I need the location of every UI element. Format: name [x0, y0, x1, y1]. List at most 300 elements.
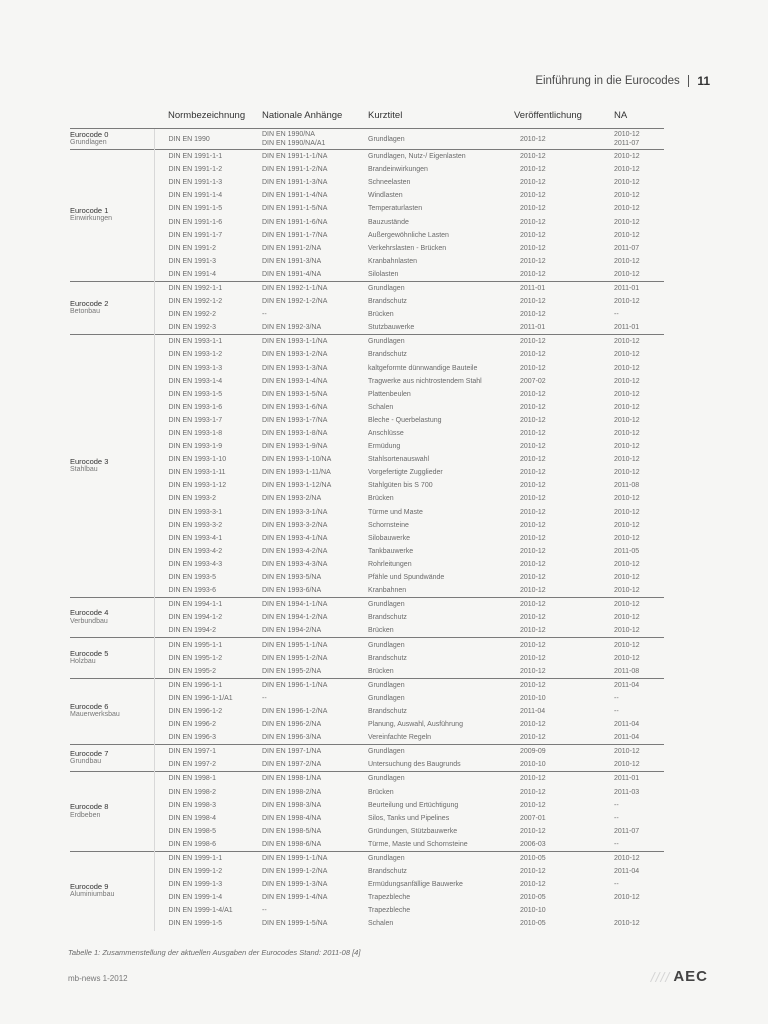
- nationaler-anhang-cell: DIN EN 1995-1-1/NA: [258, 638, 364, 652]
- table-row: [70, 584, 664, 598]
- eurocode-group-label: [70, 598, 154, 638]
- veroeffentlichung-cell: 2010-12: [520, 179, 546, 187]
- kurztitel-cell: Planung, Auswahl, Ausführung: [368, 721, 463, 729]
- veroeffentlichung-cell: 2010-12: [520, 788, 546, 796]
- nationaler-anhang-cell: DIN EN 1993-1-1/NA: [258, 335, 364, 349]
- normbezeichnung-cell: DIN EN 1991-3: [168, 257, 216, 265]
- na-date-cell: 2010-12: [614, 456, 640, 464]
- table-body: [70, 129, 664, 931]
- veroeffentlichung-cell: 2010-12: [514, 638, 606, 652]
- nationaler-anhang-cell: DIN EN 1999-1-1/NA: [258, 851, 364, 865]
- table-row: [70, 624, 664, 638]
- veroeffentlichung-cell: 2010-12: [520, 508, 546, 516]
- table-row: [70, 150, 664, 164]
- nationaler-anhang-cell: DIN EN 1996-1-2/NA: [262, 707, 328, 715]
- kurztitel-cell: Tragwerke aus nichtrostendem Stahl: [368, 377, 482, 385]
- veroeffentlichung-cell: 2010-12: [520, 456, 546, 464]
- table-row: [70, 545, 664, 558]
- veroeffentlichung-cell: 2010-12: [514, 598, 606, 612]
- na-date-cell: 2010-12: [614, 351, 640, 359]
- veroeffentlichung-cell: 2010-05: [520, 920, 546, 928]
- veroeffentlichung-cell: 2010-12: [520, 192, 546, 200]
- table-row: [70, 129, 664, 150]
- normbezeichnung-cell: DIN EN 1996-1-2: [168, 707, 223, 715]
- na-date-cell: 2010-12: [614, 416, 640, 424]
- table-row: [70, 917, 664, 930]
- normbezeichnung-cell: DIN EN 1993-2: [168, 495, 216, 503]
- header-separator: [688, 75, 690, 87]
- table-row: [70, 479, 664, 492]
- kurztitel-cell: Trapezbleche: [368, 894, 411, 902]
- kurztitel-cell: Verkehrslasten - Brücken: [368, 244, 447, 252]
- normbezeichnung-cell: DIN EN 1995-1-2: [168, 654, 223, 662]
- table-row: [70, 506, 664, 519]
- normbezeichnung-cell: DIN EN 1999-1-2: [168, 868, 223, 876]
- nationaler-anhang-cell: DIN EN 1993-4-3/NA: [262, 560, 328, 568]
- veroeffentlichung-cell: 2010-12: [520, 587, 546, 595]
- kurztitel-cell: Brücken: [368, 311, 394, 319]
- normbezeichnung-cell: DIN EN 1993-1-1: [154, 335, 258, 349]
- veroeffentlichung-cell: 2010-12: [520, 560, 546, 568]
- normbezeichnung-cell: DIN EN 1991-1-1: [154, 150, 258, 164]
- na-date-cell: 2010-12: [614, 364, 640, 372]
- kurztitel-cell: Brandschutz: [368, 707, 407, 715]
- eurocode-name: Eurocode 5: [70, 648, 109, 658]
- table-row: [70, 348, 664, 361]
- na-date-cell: [606, 904, 664, 917]
- table-row: [70, 772, 664, 786]
- normbezeichnung-cell: DIN EN 1993-4-3: [168, 560, 223, 568]
- na-date-cell: 2010-12: [614, 390, 640, 398]
- table-row: [70, 731, 664, 745]
- table-row: [70, 838, 664, 852]
- na-date-cell: 2010-12: [614, 920, 640, 928]
- eurocode-group-label: [70, 772, 154, 852]
- nationaler-anhang-cell: DIN EN 1996-1-1/NA: [258, 678, 364, 692]
- nationaler-anhang-cell: DIN EN 1993-6/NA: [262, 587, 322, 595]
- eurocode-table: [70, 108, 664, 931]
- na-date-cell: 2010-12: [606, 335, 664, 349]
- eurocode-group-label: [70, 150, 154, 282]
- table-row: [70, 453, 664, 466]
- table-row: [70, 745, 664, 759]
- kurztitel-cell: Silobauwerke: [368, 534, 411, 542]
- kurztitel-cell: Brandschutz: [368, 654, 407, 662]
- kurztitel-cell: Vorgefertigte Zugglieder: [368, 469, 443, 477]
- eurocode-name: Eurocode 9: [70, 881, 109, 891]
- col-header-veroeffentlichung: Veröffentlichung: [514, 108, 606, 129]
- na-date-cell: 2010-12: [614, 761, 640, 769]
- table-row: [70, 878, 664, 891]
- nationaler-anhang-cell: DIN EN 1996-2/NA: [262, 721, 322, 729]
- veroeffentlichung-cell: 2010-12: [520, 218, 546, 226]
- veroeffentlichung-cell: 2006-03: [520, 840, 546, 848]
- table-row: [70, 163, 664, 176]
- footer-stripes: ////: [650, 968, 671, 985]
- kurztitel-cell: Kranbahnen: [368, 587, 407, 595]
- na-date-cell: 2011-01: [614, 324, 640, 332]
- table-row: [70, 678, 664, 692]
- kurztitel-cell: Brücken: [368, 627, 394, 635]
- kurztitel-cell: Grundlagen: [364, 281, 514, 295]
- table-row: [70, 295, 664, 308]
- nationaler-anhang-cell: DIN EN 1992-1-1/NA: [258, 281, 364, 295]
- veroeffentlichung-cell: 2010-12: [520, 574, 546, 582]
- eurocode-group-label: [70, 638, 154, 678]
- header-title: Einführung in die Eurocodes: [535, 75, 680, 87]
- table-row: [70, 904, 664, 917]
- nationaler-anhang-cell: DIN EN 1993-4-1/NA: [262, 534, 328, 542]
- nationaler-anhang-cell: DIN EN 1991-1-4/NA: [262, 192, 328, 200]
- kurztitel-cell: Brücken: [368, 495, 394, 503]
- veroeffentlichung-cell: 2010-12: [520, 351, 546, 359]
- kurztitel-cell: Temperaturlasten: [368, 205, 423, 213]
- normbezeichnung-cell: DIN EN 1998-4: [168, 814, 216, 822]
- nationaler-anhang-cell: DIN EN 1998-5/NA: [262, 827, 322, 835]
- na-date-cell: --: [614, 840, 619, 848]
- table-row: [70, 281, 664, 295]
- normbezeichnung-cell: DIN EN 1993-4-2: [168, 547, 223, 555]
- na-date-cell: 2010-12: [614, 894, 640, 902]
- normbezeichnung-cell: DIN EN 1997-1: [154, 745, 258, 759]
- normbezeichnung-cell: DIN EN 1999-1-4/A1: [168, 907, 233, 915]
- kurztitel-cell: Stutzbauwerke: [368, 324, 415, 332]
- na-date-cell: --: [614, 707, 619, 715]
- kurztitel-cell: Tankbauwerke: [368, 547, 414, 555]
- veroeffentlichung-cell: 2010-12: [520, 868, 546, 876]
- kurztitel-cell: Grundlagen, Nutz-/ Eigenlasten: [364, 150, 514, 164]
- veroeffentlichung-cell: 2007-01: [520, 814, 546, 822]
- kurztitel-cell: Plattenbeulen: [368, 390, 411, 398]
- normbezeichnung-cell: DIN EN 1991-1-7: [168, 231, 223, 239]
- footer-publication: mb-news 1-2012: [68, 974, 128, 983]
- aec-logo: AEC: [673, 968, 708, 985]
- veroeffentlichung-cell: 2010-12: [520, 231, 546, 239]
- table-row: [70, 427, 664, 440]
- table-row: [70, 321, 664, 335]
- table-row: [70, 891, 664, 904]
- nationaler-anhang-cell: DIN EN 1993-5/NA: [262, 574, 322, 582]
- kurztitel-cell: Silos, Tanks und Pipelines: [368, 814, 450, 822]
- table-row: [70, 176, 664, 189]
- kurztitel-cell: Grundlagen: [364, 638, 514, 652]
- na-date-cell: --: [614, 801, 619, 809]
- page-header: [535, 74, 710, 88]
- table-row: [70, 532, 664, 545]
- eurocode-subject: Stahlbau: [70, 466, 98, 474]
- na-date-cell: 2010-12: [614, 627, 640, 635]
- eurocode-group-label: [70, 129, 154, 150]
- na-date-cell: 2010-12: [614, 205, 640, 213]
- na-date-cell: 2010-12: [614, 560, 640, 568]
- table-row: [70, 388, 664, 401]
- eurocode-subject: Aluminiumbau: [70, 891, 115, 899]
- normbezeichnung-cell: DIN EN 1993-1-11: [168, 469, 226, 477]
- veroeffentlichung-cell: 2010-12: [520, 654, 546, 662]
- table-row: [70, 375, 664, 388]
- col-header-kurztitel: Kurztitel: [364, 108, 514, 129]
- veroeffentlichung-cell: 2010-12: [520, 881, 546, 889]
- kurztitel-cell: Pfähle und Spundwände: [368, 574, 445, 582]
- nationaler-anhang-cell: DIN EN 1995-1-2/NA: [262, 654, 328, 662]
- table-row: [70, 758, 664, 772]
- na-date-cell: 2011-01: [606, 281, 664, 295]
- table-row: [70, 229, 664, 242]
- eurocode-subject: Grundlagen: [70, 139, 107, 146]
- kurztitel-cell: Brücken: [368, 667, 394, 675]
- normbezeichnung-cell: DIN EN 1993-3-1: [168, 508, 223, 516]
- veroeffentlichung-cell: 2010-12: [520, 614, 546, 622]
- kurztitel-cell: Trapezbleche: [368, 907, 411, 915]
- na-date-cell: 2010-12: [606, 851, 664, 865]
- normbezeichnung-cell: DIN EN 1998-1: [154, 772, 258, 786]
- veroeffentlichung-cell: 2010-12: [520, 311, 546, 319]
- table-row: [70, 362, 664, 375]
- nationaler-anhang-cell: DIN EN 1991-4/NA: [262, 270, 322, 278]
- col-header-normbezeichnung: Normbezeichnung: [154, 108, 258, 129]
- nationaler-anhang-cell: DIN EN 1993-2/NA: [262, 495, 322, 503]
- nationaler-anhang-cell: DIN EN 1993-1-3/NA: [262, 364, 328, 372]
- veroeffentlichung-cell: 2010-12: [520, 667, 546, 675]
- na-date-cell: 2011-07: [614, 244, 640, 252]
- veroeffentlichung-cell: 2010-12: [520, 166, 546, 174]
- normbezeichnung-cell: DIN EN 1999-1-1: [154, 851, 258, 865]
- nationaler-anhang-cell: DIN EN 1993-1-11/NA: [262, 469, 331, 477]
- veroeffentlichung-cell: 2010-12: [520, 270, 546, 278]
- kurztitel-cell: Grundlagen: [364, 129, 514, 150]
- normbezeichnung-cell: DIN EN 1993-1-7: [168, 416, 223, 424]
- na-date-cell: 2010-12: [614, 298, 640, 306]
- kurztitel-cell: Schornsteine: [368, 521, 409, 529]
- col-header-na: NA: [606, 108, 664, 129]
- kurztitel-cell: Vereinfachte Regeln: [368, 734, 432, 742]
- kurztitel-cell: Türme und Maste: [368, 508, 423, 516]
- veroeffentlichung-cell: 2010-12: [520, 430, 546, 438]
- table-row: [70, 598, 664, 612]
- kurztitel-cell: Kranbahnlasten: [368, 257, 418, 265]
- kurztitel-cell: Stahlgüten bis S 700: [368, 482, 433, 490]
- na-date-cell: --: [614, 694, 619, 702]
- veroeffentlichung-cell: 2010-12: [520, 205, 546, 213]
- na-date-cell: 2010-12: [614, 495, 640, 503]
- nationaler-anhang-cell: DIN EN 1993-1-2/NA: [262, 351, 328, 359]
- na-date-cell: 2011-08: [614, 482, 640, 490]
- kurztitel-cell: Bleche - Querbelastung: [368, 416, 442, 424]
- table-row: [70, 705, 664, 718]
- na-date-cell: 2010-12: [614, 469, 640, 477]
- veroeffentlichung-cell: 2007-02: [520, 377, 546, 385]
- na-date-cell: 2010-12: [614, 192, 640, 200]
- nationaler-anhang-cell: DIN EN 1991-1-5/NA: [262, 205, 328, 213]
- normbezeichnung-cell: DIN EN 1993-5: [168, 574, 216, 582]
- nationaler-anhang-cell: DIN EN 1997-1/NA: [258, 745, 364, 759]
- nationaler-anhang-cell: DIN EN 1993-3-1/NA: [262, 508, 328, 516]
- normbezeichnung-cell: DIN EN 1990: [154, 129, 258, 150]
- normbezeichnung-cell: DIN EN 1998-3: [168, 801, 216, 809]
- veroeffentlichung-cell: 2010-05: [520, 894, 546, 902]
- veroeffentlichung-cell: 2010-12: [520, 827, 546, 835]
- normbezeichnung-cell: DIN EN 1996-1-1/A1: [168, 694, 233, 702]
- veroeffentlichung-cell: 2010-12: [520, 801, 546, 809]
- kurztitel-cell: Schalen: [368, 403, 394, 411]
- nationaler-anhang-cell: DIN EN 1998-6/NA: [262, 840, 322, 848]
- kurztitel-cell: Rohrleitungen: [368, 560, 412, 568]
- nationaler-anhang-cell: DIN EN 1998-3/NA: [262, 801, 322, 809]
- table-row: [70, 812, 664, 825]
- veroeffentlichung-cell: 2010-12: [520, 734, 546, 742]
- kurztitel-cell: Windlasten: [368, 192, 403, 200]
- nationaler-anhang-cell: DIN EN 1999-1-4/NA: [262, 894, 328, 902]
- nationaler-anhang-cell: DIN EN 1993-1-8/NA: [262, 430, 328, 438]
- table-caption: Tabelle 1: Zusammenstellung der aktuellen Ausgaben der Eurocodes Stand: 2011-08 [4]: [68, 948, 361, 957]
- kurztitel-cell: Brandeinwirkungen: [368, 166, 428, 174]
- veroeffentlichung-cell: 2010-12: [520, 482, 546, 490]
- eurocode-subject: Einwirkungen: [70, 215, 113, 223]
- nationaler-anhang-cell: DIN EN 1999-1-5/NA: [262, 920, 328, 928]
- normbezeichnung-cell: DIN EN 1993-1-3: [168, 364, 223, 372]
- eurocode-name: Eurocode 8: [70, 802, 109, 812]
- kurztitel-cell: Schneelasten: [368, 179, 411, 187]
- eurocode-group-label: [70, 335, 154, 598]
- normbezeichnung-cell: DIN EN 1994-1-2: [168, 614, 223, 622]
- normbezeichnung-cell: DIN EN 1994-2: [168, 627, 216, 635]
- table-row: [70, 466, 664, 479]
- eurocode-name: Eurocode 2: [70, 298, 109, 308]
- veroeffentlichung-cell: 2010-12: [520, 521, 546, 529]
- na-date-cell: 2010-12: [614, 508, 640, 516]
- na-date-cell: 2010-12: [614, 179, 640, 187]
- na-date-cell: 2010-12: [614, 231, 640, 239]
- normbezeichnung-cell: DIN EN 1998-6: [168, 840, 216, 848]
- normbezeichnung-cell: DIN EN 1999-1-4: [168, 894, 223, 902]
- eurocode-name: Eurocode 0: [70, 129, 109, 139]
- na-date-cell: 2010-12: [614, 166, 640, 174]
- eurocode-group-label: [70, 851, 154, 930]
- veroeffentlichung-cell: 2011-04: [520, 707, 546, 715]
- na-date-cell: 2010-12: [614, 654, 640, 662]
- table-row: [70, 202, 664, 215]
- normbezeichnung-cell: DIN EN 1991-1-6: [168, 218, 223, 226]
- eurocode-name: Eurocode 7: [70, 748, 109, 758]
- normbezeichnung-cell: DIN EN 1991-1-2: [168, 166, 223, 174]
- nationaler-anhang-cell: DIN EN 1991-1-1/NA: [258, 150, 364, 164]
- table-row: [70, 652, 664, 665]
- kurztitel-cell: Gründungen, Stützbauwerke: [368, 827, 458, 835]
- kurztitel-cell: Grundlagen: [364, 335, 514, 349]
- veroeffentlichung-cell: 2010-12: [520, 495, 546, 503]
- table-row: [70, 401, 664, 414]
- kurztitel-cell: Grundlagen: [364, 745, 514, 759]
- table-row: [70, 692, 664, 705]
- na-date-cell: 2010-12: [606, 638, 664, 652]
- nationaler-anhang-cell: DIN EN 1993-1-9/NA: [262, 443, 328, 451]
- normbezeichnung-cell: DIN EN 1993-1-10: [168, 456, 227, 464]
- veroeffentlichung-cell: 2010-12: [520, 416, 546, 424]
- veroeffentlichung-cell: 2010-12: [520, 547, 546, 555]
- kurztitel-cell: Bauzustände: [368, 218, 409, 226]
- nationaler-anhang-cell: DIN EN 1998-2/NA: [262, 788, 322, 796]
- veroeffentlichung-cell: 2011-01: [514, 281, 606, 295]
- na-date-cell: 2011-04: [606, 678, 664, 692]
- table-row: [70, 665, 664, 679]
- eurocode-group-label: [70, 281, 154, 334]
- normbezeichnung-cell: DIN EN 1996-3: [168, 734, 216, 742]
- table-row: [70, 519, 664, 532]
- veroeffentlichung-cell: 2010-10: [520, 694, 546, 702]
- veroeffentlichung-cell: 2009-09: [514, 745, 606, 759]
- eurocode-subject: Grundbau: [70, 758, 102, 766]
- footer-brand: [651, 968, 708, 985]
- normbezeichnung-cell: DIN EN 1993-1-5: [168, 390, 223, 398]
- eurocode-subject: Verbundbau: [70, 617, 108, 625]
- eurocode-group-label: [70, 745, 154, 772]
- nationaler-anhang-cell: DIN EN 1990/NA DIN EN 1990/NA/A1: [258, 129, 364, 150]
- table-row: [70, 414, 664, 427]
- eurocode-subject: Holzbau: [70, 658, 96, 666]
- table-row: [70, 718, 664, 731]
- table-row: [70, 242, 664, 255]
- nationaler-anhang-cell: --: [262, 694, 267, 702]
- veroeffentlichung-cell: 2010-12: [514, 129, 606, 150]
- kurztitel-cell: Brandschutz: [368, 614, 407, 622]
- na-date-cell: 2011-05: [614, 547, 640, 555]
- table-row: [70, 825, 664, 838]
- veroeffentlichung-cell: 2010-10: [520, 761, 546, 769]
- table-row: [70, 799, 664, 812]
- na-date-cell: 2010-12: [614, 257, 640, 265]
- col-header-nationale-anhaenge: Nationale Anhänge: [258, 108, 364, 129]
- normbezeichnung-cell: DIN EN 1992-2: [168, 311, 216, 319]
- na-date-cell: 2010-12: [614, 443, 640, 451]
- normbezeichnung-cell: DIN EN 1993-1-9: [168, 443, 223, 451]
- normbezeichnung-cell: DIN EN 1993-6: [168, 587, 216, 595]
- na-date-cell: 2011-04: [614, 868, 640, 876]
- table-row: [70, 268, 664, 282]
- nationaler-anhang-cell: DIN EN 1998-4/NA: [262, 814, 322, 822]
- nationaler-anhang-cell: DIN EN 1991-2/NA: [262, 244, 322, 252]
- na-date-cell: --: [614, 814, 619, 822]
- kurztitel-cell: Grundlagen: [368, 694, 405, 702]
- eurocode-subject: Betonbau: [70, 308, 100, 316]
- na-date-cell: --: [614, 311, 619, 319]
- veroeffentlichung-cell: 2010-12: [514, 335, 606, 349]
- kurztitel-cell: Brandschutz: [368, 298, 407, 306]
- table-row: [70, 440, 664, 453]
- normbezeichnung-cell: DIN EN 1991-1-3: [168, 179, 223, 187]
- na-date-cell: 2010-12: [614, 218, 640, 226]
- nationaler-anhang-cell: DIN EN 1991-1-7/NA: [262, 231, 328, 239]
- na-date-cell: 2010-12: [614, 403, 640, 411]
- normbezeichnung-cell: DIN EN 1991-1-4: [168, 192, 223, 200]
- na-date-cell: 2010-12: [614, 614, 640, 622]
- nationaler-anhang-cell: DIN EN 1993-1-6/NA: [262, 403, 328, 411]
- kurztitel-cell: Grundlagen: [364, 678, 514, 692]
- nationaler-anhang-cell: DIN EN 1997-2/NA: [262, 761, 322, 769]
- normbezeichnung-cell: DIN EN 1993-1-12: [168, 482, 227, 490]
- na-date-cell: 2011-01: [606, 772, 664, 786]
- table-row: [70, 865, 664, 878]
- normbezeichnung-cell: DIN EN 1993-1-4: [168, 377, 223, 385]
- na-date-cell: 2011-03: [614, 788, 640, 796]
- na-date-cell: 2010-12: [614, 587, 640, 595]
- col-header-group: [70, 108, 154, 129]
- kurztitel-cell: Brücken: [368, 788, 394, 796]
- na-date-cell: 2011-08: [614, 667, 640, 675]
- page-number: 11: [697, 74, 710, 88]
- nationaler-anhang-cell: DIN EN 1999-1-2/NA: [262, 868, 328, 876]
- eurocode-name: Eurocode 6: [70, 701, 109, 711]
- nationaler-anhang-cell: --: [262, 311, 267, 319]
